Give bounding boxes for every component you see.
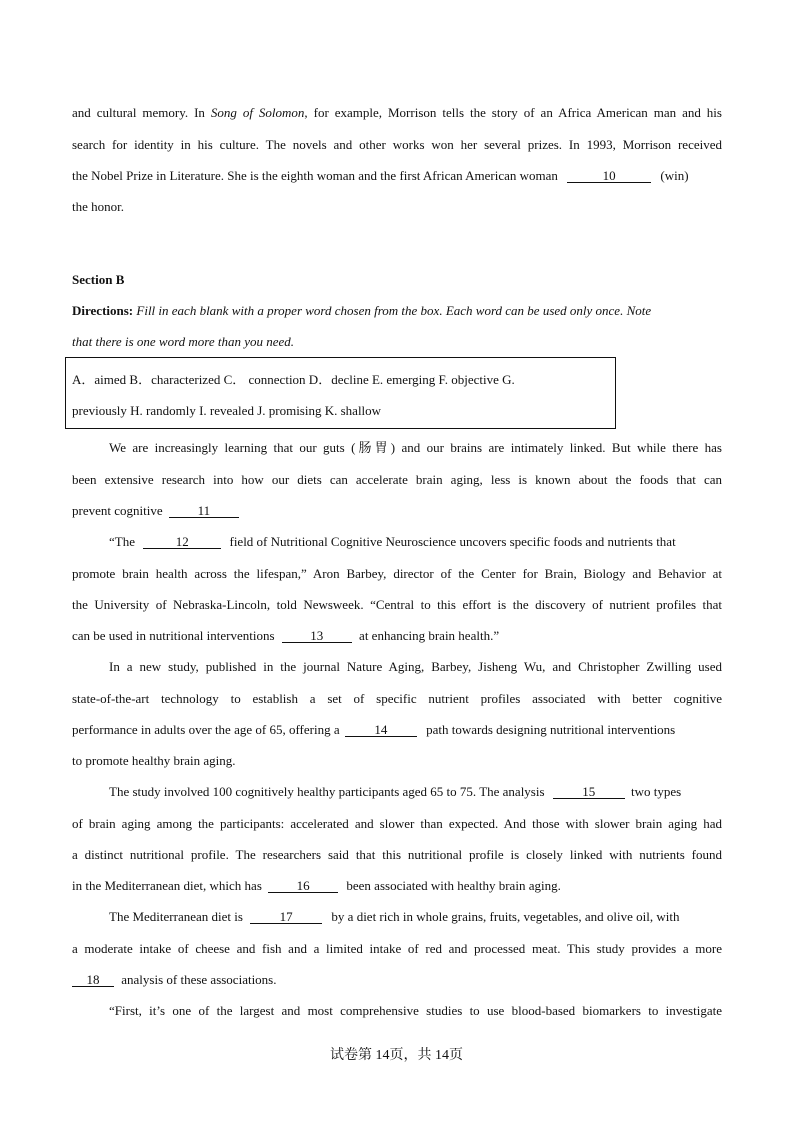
section-title: Section B — [72, 272, 125, 287]
text-span: analysis of these associations. — [118, 972, 277, 987]
p4-line-4 — [72, 878, 722, 894]
blank-16[interactable]: 16 — [268, 879, 338, 893]
text-span: by a diet rich in whole grains, fruits, vegetables, and olive oil, with — [328, 909, 680, 924]
text-span: field of Nutritional Cognitive Neuroscience uncovers specific foods and nutrients that — [226, 534, 676, 549]
p2-line-3: the University of Nebraska-Lincoln, told Newsweek. “Central to this effort is the discovery of nutrient profiles that — [72, 597, 722, 612]
passage-a-line-3 — [72, 168, 722, 184]
p5-line-1 — [109, 909, 722, 925]
blank-13[interactable]: 13 — [282, 629, 352, 643]
text-span: in the Mediterranean diet, which has — [72, 878, 266, 893]
p3-line-1: In a new study, published in the journal Nature Aging, Barbey, Jisheng Wu, and Christopher Zwilling used — [109, 659, 722, 674]
blank-18[interactable]: 18 — [72, 973, 114, 987]
p4-line-1 — [109, 784, 722, 800]
directions-label: Directions: — [72, 303, 134, 318]
blank-10[interactable]: 10 — [567, 169, 651, 183]
passage-a-line-4: the honor. — [72, 199, 124, 214]
text-span: the Nobel Prize in Literature. She is the eighth woman and the first African American woman — [72, 168, 562, 183]
text-span: two types — [627, 784, 682, 799]
directions-text: Fill in each blank with a proper word chosen from the box. Each word can be used only once. Note — [133, 303, 652, 318]
blank-17[interactable]: 17 — [250, 910, 322, 924]
blank-14[interactable]: 14 — [345, 723, 417, 737]
directions-line-2: that there is one word more than you need. — [72, 334, 295, 349]
p2-line-2: promote brain health across the lifespan,” Aron Barbey, director of the Center for Brain, Biology and Behavior at — [72, 566, 722, 581]
p3-line-4: to promote healthy brain aging. — [72, 753, 236, 768]
p3-line-3 — [72, 722, 722, 738]
word-box-row-2: previously H. randomly I. revealed J. promising K. shallow — [72, 403, 382, 418]
page-footer: 试卷第 14页，共 14页 — [330, 1048, 463, 1063]
blank-15[interactable]: 15 — [553, 785, 625, 799]
passage-a-line-1 — [72, 105, 722, 121]
p1-line-1: We are increasingly learning that our guts (肠胃) and our brains are intimately linked. But while there has — [109, 440, 722, 455]
blank-12[interactable]: 12 — [143, 535, 221, 549]
p1-line-3 — [72, 503, 722, 519]
blank-11[interactable]: 11 — [169, 504, 239, 518]
p2-line-4 — [72, 628, 722, 644]
word-box-row-1: A．aimed B．characterized C． connection D．decline E. emerging F. objective G. — [72, 372, 515, 387]
text-span: can be used in nutritional interventions — [72, 628, 278, 643]
p6-line-1: “First, it’s one of the largest and most comprehensive studies to use blood-based biomarkers to investigate — [109, 1003, 722, 1018]
p5-line-2: a moderate intake of cheese and fish and a limited intake of red and processed meat. This study provides a more — [72, 941, 722, 956]
p4-line-2: of brain aging among the participants: accelerated and slower than expected. And those with slower brain aging had — [72, 816, 722, 831]
text-span: at enhancing brain health.” — [355, 628, 500, 643]
p2-line-1 — [109, 534, 722, 550]
text-span: , for example, Morrison tells the story of an Africa American man and his — [304, 105, 722, 120]
p5-line-3 — [72, 972, 722, 988]
passage-a-line-2: search for identity in his culture. The novels and other works won her several prizes. In 1993, Morrison received — [72, 137, 722, 152]
text-span: prevent cognitive — [72, 503, 166, 518]
text-span: been associated with healthy brain aging. — [343, 878, 561, 893]
text-span: and cultural memory. In — [72, 105, 211, 120]
text-span: (win) — [657, 168, 689, 183]
p3-line-2: state-of-the-art technology to establish a set of specific nutrient profiles associated with better cognitive — [72, 691, 722, 706]
text-span: The study involved 100 cognitively healthy participants aged 65 to 75. The analysis — [109, 784, 548, 799]
text-span: path towards designing nutritional interventions — [422, 722, 676, 737]
text-span: “The — [109, 534, 139, 549]
p1-line-2: been extensive research into how our diets can accelerate brain aging, less is known about the foods that can — [72, 472, 722, 487]
text-span: performance in adults over the age of 65, offering a — [72, 722, 343, 737]
directions-line-1 — [72, 303, 722, 319]
book-title: Song of Solomon — [210, 105, 305, 120]
text-span: The Mediterranean diet is — [109, 909, 247, 924]
p4-line-3: a distinct nutritional profile. The researchers said that this nutritional profile is closely linked with nutrients found — [72, 847, 722, 862]
